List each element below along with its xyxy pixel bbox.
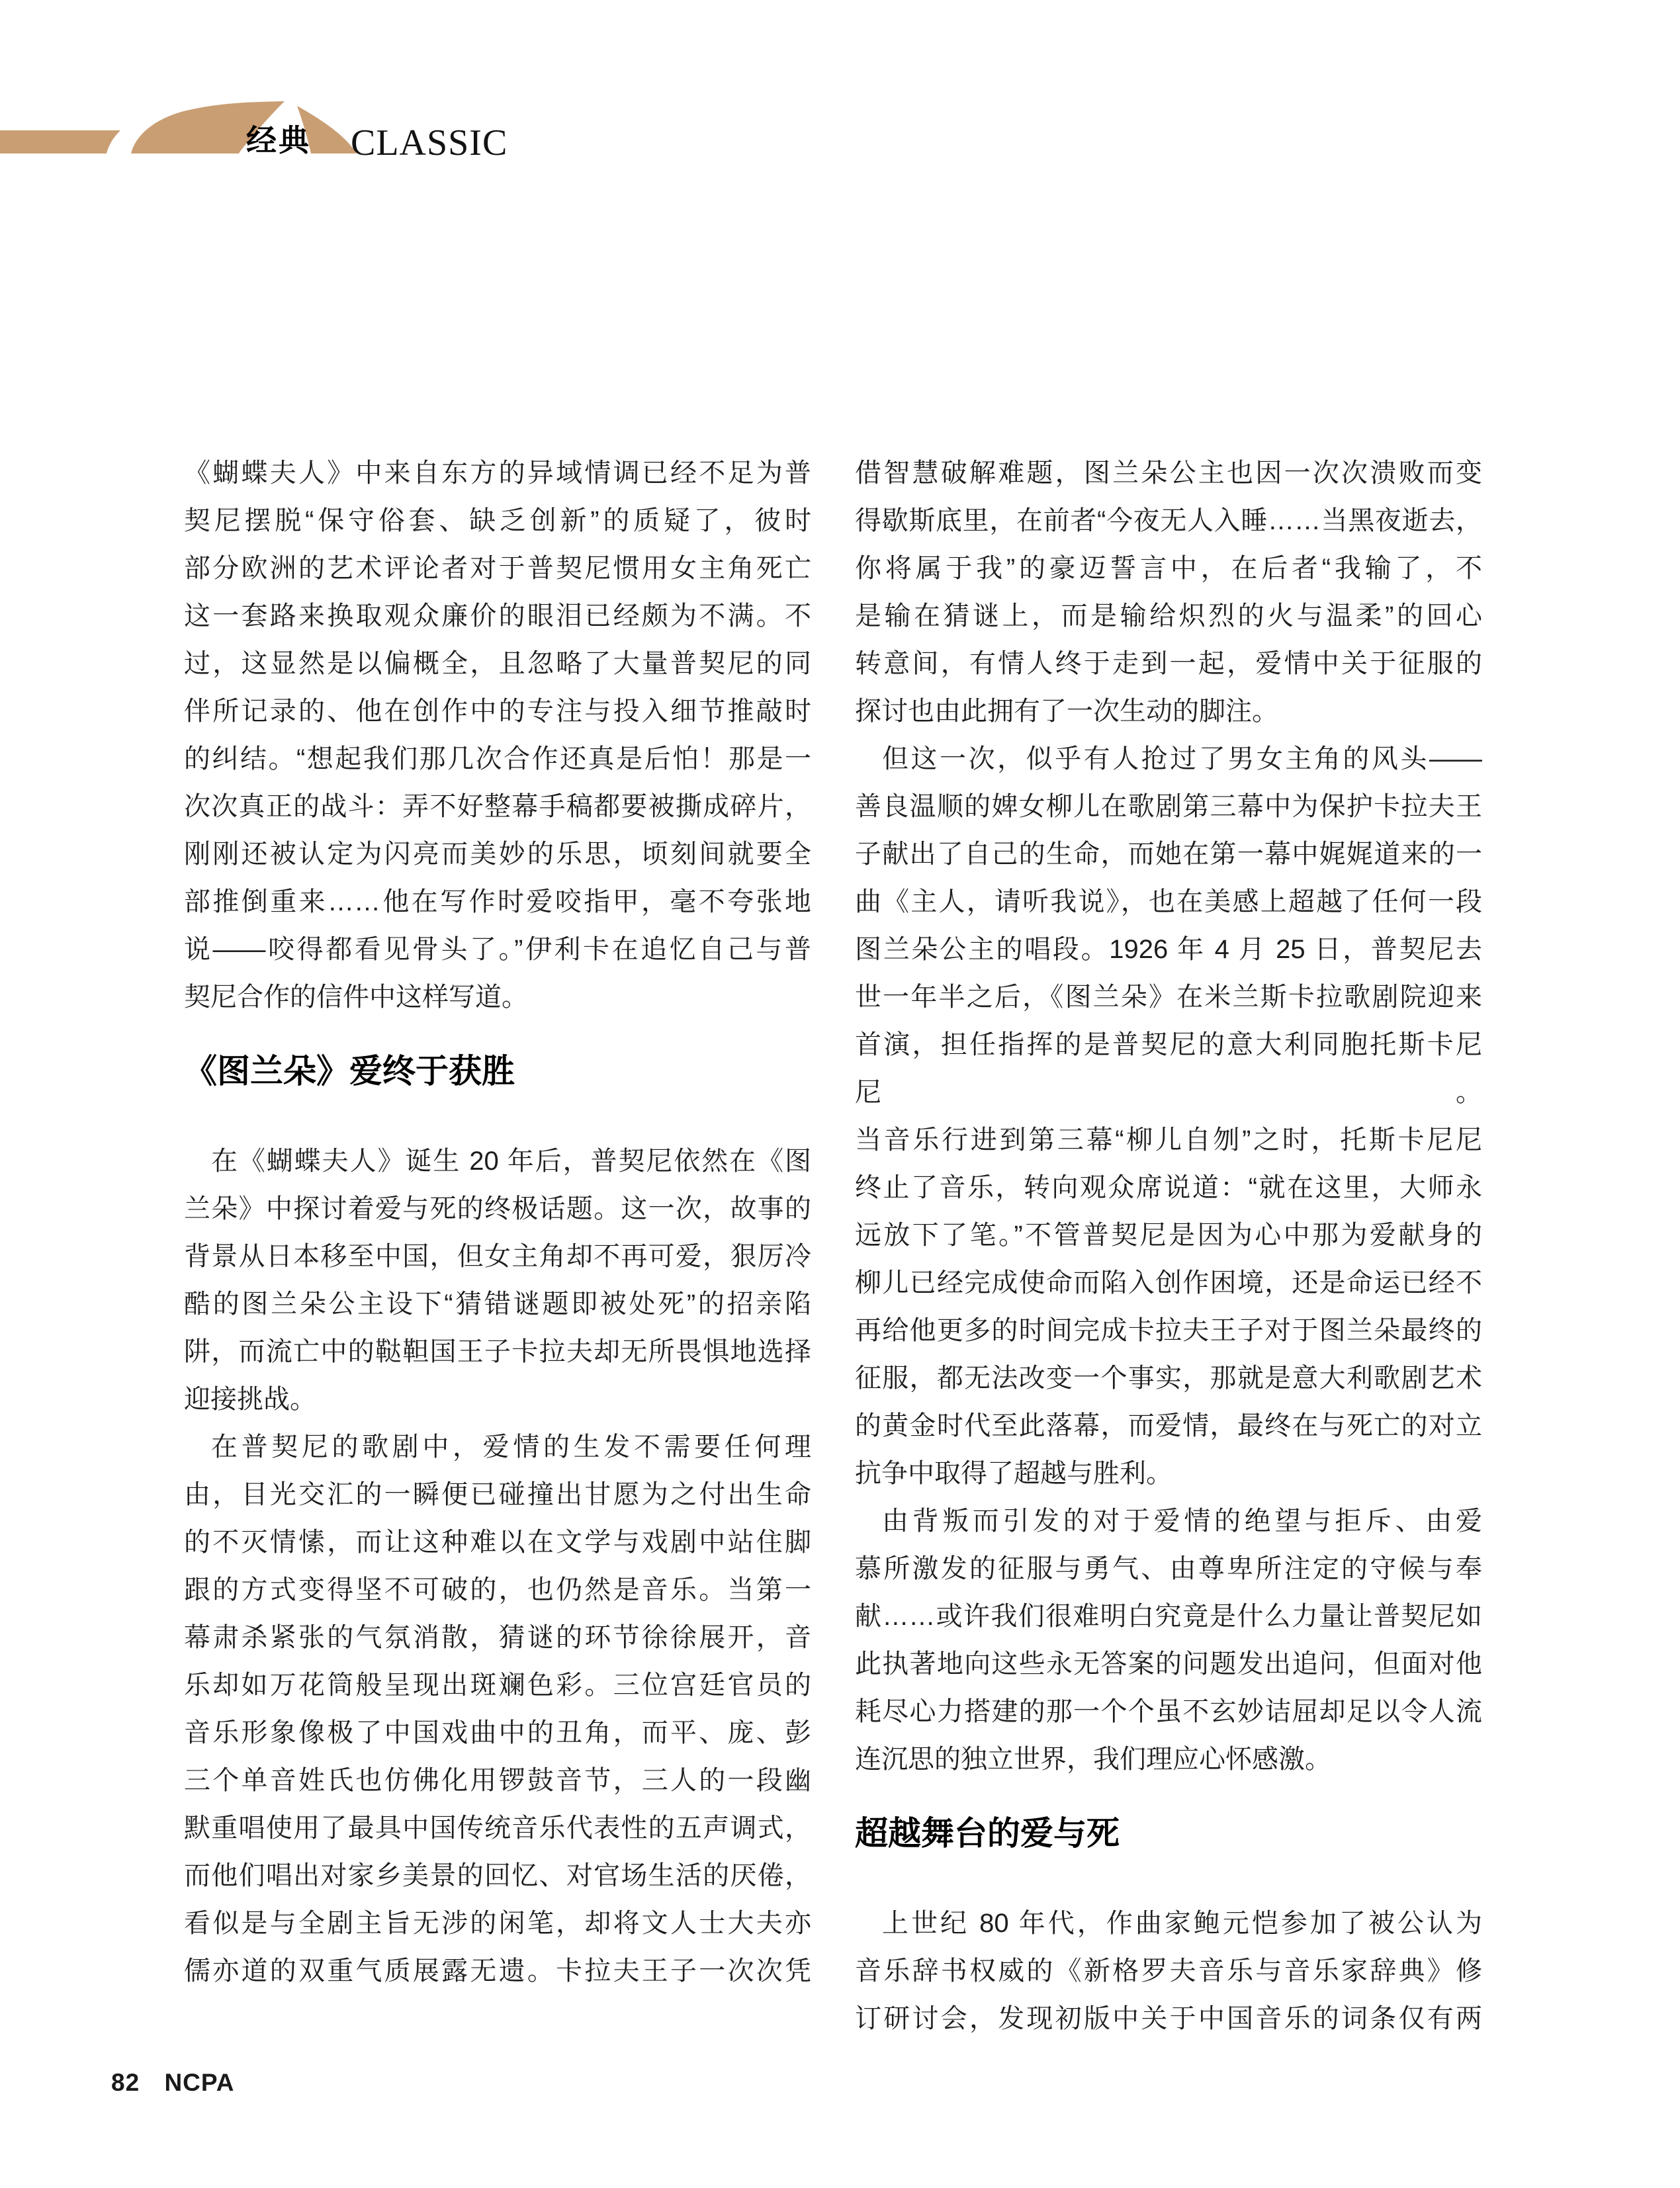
text-line: 音乐形象像极了中国戏曲中的丑角，而平、庞、彭 <box>184 1718 811 1747</box>
text-line: 献……或许我们很难明白究竟是什么力量让普契尼如 <box>855 1602 1482 1631</box>
page-number: 82 <box>111 2069 140 2096</box>
text-line: 兰朵》中探讨着爱与死的终极话题。这一次，故事的 <box>184 1194 811 1223</box>
text-line: 这一套路来换取观众廉价的眼泪已经颇为不满。不 <box>184 601 811 631</box>
text-line: 背景从日本移至中国，但女主角却不再可爱，狠厉冷 <box>184 1242 811 1271</box>
text-line: 柳儿已经完成使命而陷入创作困境，还是命运已经不 <box>855 1268 1482 1297</box>
text-line: 抗争中取得了超越与胜利。 <box>855 1459 1172 1488</box>
text-line: 说——咬得都看见骨头了。”伊利卡在追忆自己与普 <box>184 935 811 964</box>
text-line: 子献出了自己的生命，而她在第一幕中娓娓道来的一 <box>855 840 1482 869</box>
text-line: 由背叛而引发的对于爱情的绝望与拒斥、由爱 <box>882 1507 1482 1536</box>
text-line: 刚刚还被认定为闪亮而美妙的乐思，顷刻间就要全 <box>184 840 811 869</box>
text-line: 转意间，有情人终于走到一起，爱情中关于征服的 <box>855 649 1482 678</box>
text-line: 慕所激发的征服与勇气、由尊卑所注定的守候与奉 <box>855 1554 1482 1583</box>
text-line: 幕肃杀紧张的气氛消散，猜谜的环节徐徐展开，音 <box>184 1623 811 1652</box>
text-line: 借智慧破解难题，图兰朵公主也因一次次溃败而变 <box>855 459 1482 488</box>
text-line: 此执著地向这些永无答案的问题发出追问，但面对他 <box>855 1649 1482 1679</box>
text-line: 得歇斯底里，在前者“今夜无人入睡……当黑夜逝去， <box>855 506 1482 535</box>
text-line: 耗尽心力搭建的那一个个虽不玄妙诘屈却足以令人流 <box>855 1697 1482 1726</box>
section-title-zh: 经典 <box>246 123 311 157</box>
text-line: 的纠结。“想起我们那几次合作还真是后怕！那是一 <box>184 744 811 773</box>
text-line: 三个单音姓氏也仿佛化用锣鼓音节，三人的一段幽 <box>184 1766 811 1795</box>
text-line: 但这一次，似乎有人抢过了男女主角的风头—— <box>882 744 1482 773</box>
text-line: 次次真正的战斗：弄不好整幕手稿都要被撕成碎片， <box>184 792 811 821</box>
page-footer <box>111 2070 235 2095</box>
text-line: 的不灭情愫，而让这种难以在文学与戏剧中站住脚 <box>184 1528 811 1557</box>
text-line: 图兰朵公主的唱段。1926 年 4 月 25 日，普契尼去 <box>855 935 1482 964</box>
text-line: 《蝴蝶夫人》中来自东方的异域情调已经不足为普 <box>184 459 811 488</box>
text-line: 契尼合作的信件中这样写道。 <box>184 983 528 1012</box>
article-column-left <box>184 449 811 1995</box>
text-line: 曲《主人，请听我说》，也在美感上超越了任何一段 <box>855 887 1482 916</box>
text-line: 默重唱使用了最具中国传统音乐代表性的五声调式， <box>184 1814 811 1843</box>
text-line: 酷的图兰朵公主设下“猜错谜题即被处死”的招亲陷 <box>184 1290 811 1319</box>
text-line: 远放下了笔。”不管普契尼是因为心中那为爱献身的 <box>855 1221 1482 1250</box>
text-line: 在普契尼的歌剧中，爱情的生发不需要任何理 <box>211 1432 811 1462</box>
text-line: 契尼摆脱“保守俗套、缺乏创新”的质疑了，彼时 <box>184 506 811 535</box>
banner-bar-shape <box>0 130 120 153</box>
text-line: 乐却如万花筒般呈现出斑斓色彩。三位宫廷官员的 <box>184 1671 811 1700</box>
text-line: 在《蝴蝶夫人》诞生 20 年后，普契尼依然在《图 <box>211 1147 811 1176</box>
text-line: 当音乐行进到第三幕“柳儿自刎”之时，托斯卡尼尼 <box>855 1125 1482 1155</box>
brand-mark: NCPA <box>164 2069 235 2096</box>
text-line: 探讨也由此拥有了一次生动的脚注。 <box>855 697 1278 726</box>
section-heading: 《图兰朵》爱终于获胜 <box>184 1053 515 1090</box>
section-title-en: CLASSIC <box>351 122 508 163</box>
text-line: 世一年半之后，《图兰朵》在米兰斯卡拉歌剧院迎来 <box>855 983 1482 1012</box>
article-column-right <box>855 449 1482 2042</box>
text-line: 而他们唱出对家乡美景的回忆、对官场生活的厌倦， <box>184 1861 811 1890</box>
text-line: 跟的方式变得坚不可破的，也仍然是音乐。当第一 <box>184 1575 811 1604</box>
text-line: 善良温顺的婢女柳儿在歌剧第三幕中为保护卡拉夫王 <box>855 792 1482 821</box>
text-line: 音乐辞书权威的《新格罗夫音乐与音乐家辞典》修 <box>855 1956 1482 1986</box>
text-line: 的黄金时代至此落幕，而爱情，最终在与死亡的对立 <box>855 1411 1482 1440</box>
text-line: 过，这显然是以偏概全，且忽略了大量普契尼的同 <box>184 649 811 678</box>
section-heading: 超越舞台的爱与死 <box>855 1815 1120 1852</box>
text-line: 伴所记录的、他在创作中的专注与投入细节推敲时 <box>184 697 811 726</box>
text-line: 再给他更多的时间完成卡拉夫王子对于图兰朵最终的 <box>855 1316 1482 1345</box>
text-line: 终止了音乐，转向观众席说道：“就在这里，大师永 <box>855 1173 1482 1202</box>
text-line: 部分欧洲的艺术评论者对于普契尼惯用女主角死亡 <box>184 554 811 583</box>
text-line: 连沉思的独立世界，我们理应心怀感激。 <box>855 1745 1331 1774</box>
text-line: 由，目光交汇的一瞬便已碰撞出甘愿为之付出生命 <box>184 1480 811 1509</box>
text-line: 迎接挑战。 <box>184 1385 316 1414</box>
text-line: 儒亦道的双重气质展露无遗。卡拉夫王子一次次凭 <box>184 1956 811 1986</box>
text-line: 你将属于我”的豪迈誓言中，在后者“我输了，不 <box>855 554 1482 583</box>
text-line: 阱，而流亡中的鞑靼国王子卡拉夫却无所畏惧地选择 <box>184 1337 811 1366</box>
text-line: 看似是与全剧主旨无涉的闲笔，却将文人士大夫亦 <box>184 1909 811 1938</box>
text-line: 订研讨会，发现初版中关于中国音乐的词条仅有两 <box>855 2004 1482 2033</box>
text-line: 是输在猜谜上，而是输给炽烈的火与温柔”的回心 <box>855 601 1482 631</box>
text-line: 部推倒重来……他在写作时爱咬指甲，毫不夸张地 <box>184 887 811 916</box>
text-line: 征服，都无法改变一个事实，那就是意大利歌剧艺术 <box>855 1364 1482 1393</box>
text-line: 上世纪 80 年代，作曲家鲍元恺参加了被公认为 <box>882 1909 1482 1938</box>
text-line: 首演，担任指挥的是普契尼的意大利同胞托斯卡尼尼。 <box>855 1030 1482 1107</box>
